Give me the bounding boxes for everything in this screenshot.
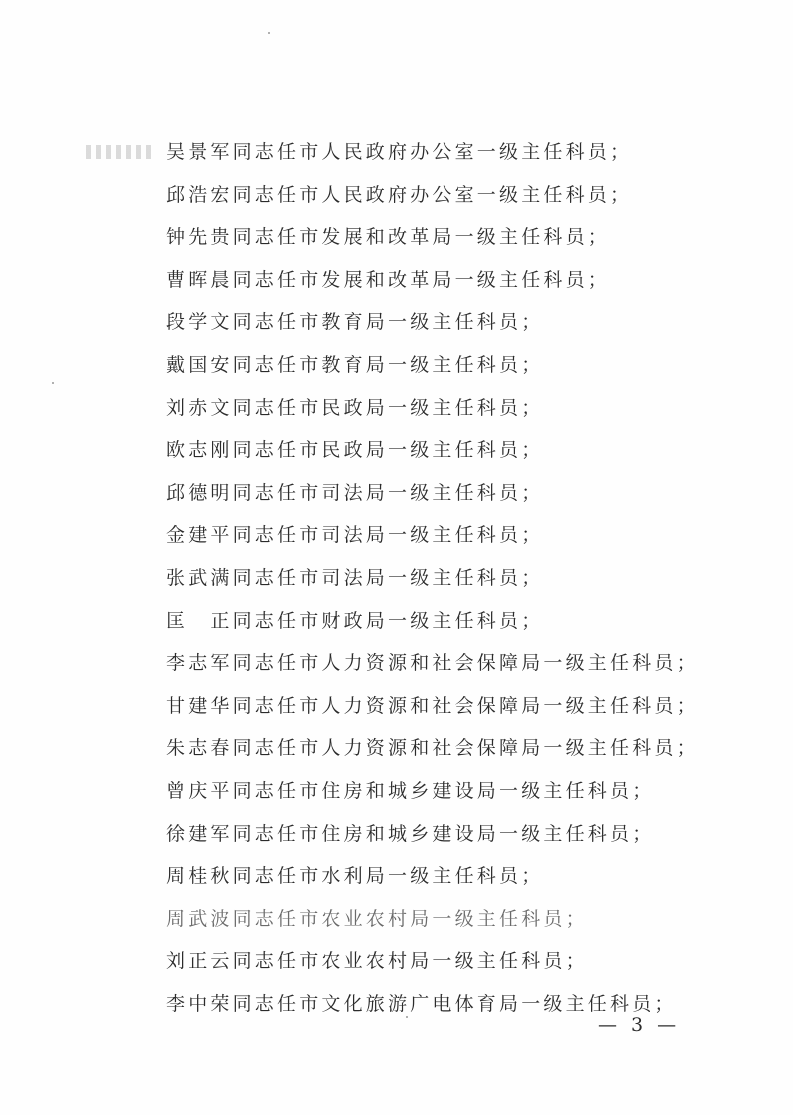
appointment-line: 刘赤文同志任市民政局一级主任科员； [166,396,544,419]
appointment-line: 曹晖晨同志任市发展和改革局一级主任科员； [166,268,611,291]
appointment-line: 张武满同志任市司法局一级主任科员； [166,566,544,589]
appointment-line: 金建平同志任市司法局一级主任科员； [166,524,544,547]
appointment-line: 欧志刚同志任市民政局一级主任科员； [166,439,544,462]
appointment-line: 吴景军同志任市人民政府办公室一级主任科员； [166,141,633,163]
appointment-line: 戴国安同志任市教育局一级主任科员； [166,353,544,376]
page-number: — 3 — [598,1014,681,1036]
appointment-line: 刘正云同志任市农业农村局一级主任科员； [166,950,588,973]
appointment-line: 徐建军同志任市住房和城乡建设局一级主任科员； [166,822,655,845]
appointment-line: 曾庆平同志任市住房和城乡建设局一级主任科员； [166,779,655,802]
appointment-line: 邱浩宏同志任市人民政府办公室一级主任科员； [166,183,633,206]
appointment-line: 周武波同志任市农业农村局一级主任科员； [166,907,588,930]
appointment-line: 朱志春同志任市人力资源和社会保障局一级主任科员； [166,737,699,760]
appointment-list [166,137,699,1031]
appointment-line: 周桂秋同志任市水利局一级主任科员； [166,865,544,888]
appointment-line: 邱德明同志任市司法局一级主任科员； [166,481,544,504]
appointment-line: 李志军同志任市人力资源和社会保障局一级主任科员； [166,652,699,675]
scan-speck [52,382,54,384]
appointment-line: 李中荣同志任市文化旅游广电体育局一级主任科员； [166,992,677,1015]
appointment-line: 甘建华同志任市人力资源和社会保障局一级主任科员； [166,694,699,717]
scan-speck [268,32,270,34]
appointment-line: 匡 正同志任市财政局一级主任科员； [166,609,544,632]
appointment-line: 钟先贵同志任市发展和改革局一级主任科员； [166,226,611,249]
scan-bleed-through [86,145,156,159]
appointment-line: 段学文同志任市教育局一级主任科员； [166,311,544,334]
